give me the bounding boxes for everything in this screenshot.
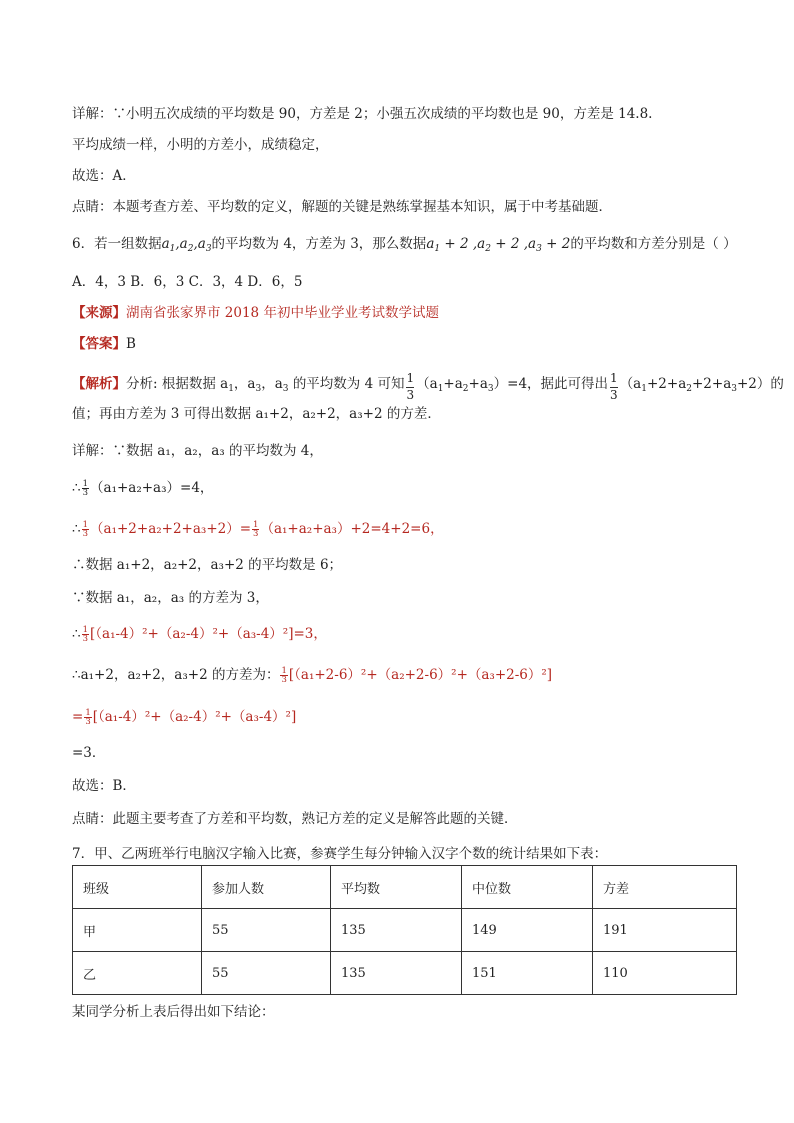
q5-detail: 详解：∵小明五次成绩的平均数是 90，方差是 2；小强五次成绩的平均数也是 90，方差是 14.8. [72, 106, 653, 122]
table-header-cell: 方差 [593, 866, 737, 909]
table-cell: 55 [202, 909, 331, 952]
table-cell: 55 [202, 952, 331, 995]
fraction-one-third: $\frac{1}{3}$ [406, 371, 415, 402]
q5-line2: 平均成绩一样，小明的方差小，成绩稳定， [72, 137, 329, 153]
fraction-one-third: $\frac{1}{3}$ [82, 520, 89, 539]
table-header-cell: 中位数 [462, 866, 593, 909]
table-cell: 151 [462, 952, 593, 995]
table-cell: 191 [593, 909, 737, 952]
q6-choose: 故选：B． [72, 778, 136, 794]
table-cell: 甲 [73, 909, 202, 952]
q6-stem-c: 的平均数和方差分别是（ ） [570, 236, 737, 252]
q6-source [72, 301, 439, 321]
q6-data-plus2: $a_1 + 2$ $,a_2 + 2$ $,a_3 + 2$ [426, 236, 571, 254]
step5-text: [（a₁-4）²+（a₂-4）²+（a₃-4）²]=3， [90, 626, 327, 642]
q7-stem: 7．甲、乙两班举行电脑汉字输入比赛，参赛学生每分钟输入汉字个数的统计结果如下表： [72, 846, 608, 862]
analysis-tag: 【解析】 [72, 376, 126, 392]
analysis-d: 的 [770, 376, 784, 392]
source-tag: 【来源】 [72, 305, 126, 321]
answer-text: B [126, 336, 136, 352]
analysis-c: =4，据此可得出 [507, 376, 609, 392]
table-header-cell: 参加人数 [202, 866, 331, 909]
table-row [73, 952, 737, 995]
fraction-one-third: $\frac{1}{3}$ [610, 371, 618, 402]
q7-after: 某同学分析上表后得出如下结论： [72, 1004, 275, 1020]
table-header-row [73, 866, 737, 909]
score-table [72, 865, 737, 995]
fraction-one-third: $\frac{1}{3}$ [253, 520, 259, 539]
table-row [73, 909, 737, 952]
table-cell: 135 [331, 952, 462, 995]
q6-step5: ∴ $\frac{1}{3}$ [（a₁-4）²+（a₂-4）²+（a₃-4）²]=3， [72, 625, 327, 644]
q6-stem-b: 的平均数为 4，方差为 3，那么数据 [211, 236, 427, 252]
q6-step7: = $\frac{1}{3}$ [（a₁-4）²+（a₂-4）²+（a₃-4）²] [72, 708, 297, 727]
step6a-text: ∴a₁+2，a₂+2，a₃+2 的方差为： [72, 667, 280, 683]
fraction-one-third: $\frac{1}{3}$ [281, 666, 287, 685]
q6-step8: =3． [72, 745, 106, 761]
q6-step3: ∴数据 a₁+2，a₂+2，a₃+2 的平均数是 6； [72, 557, 343, 573]
table-cell: 149 [462, 909, 593, 952]
step2a-text: （a₁+2+a₂+2+a₃+2）= [90, 521, 252, 537]
table-header-cell: 班级 [73, 866, 202, 909]
analysis-a: 分析: 根据数据 a [126, 376, 229, 392]
q6-step2: ∴ $\frac{1}{3}$ （a₁+2+a₂+2+a₃+2）= $\frac{1}{3}$ （a₁+a₂+a₃）+2=4+2=6， [72, 520, 444, 539]
table-cell: 135 [331, 909, 462, 952]
q6-analysis-line2: 值；再由方差为 3 可得出数据 a₁+2，a₂+2，a₃+2 的方差． [72, 406, 441, 422]
q5-comment: 点睛：本题考查方差、平均数的定义，解题的关键是熟练掌握基本知识，属于中考基础题． [72, 199, 612, 215]
step7-text: [（a₁-4）²+（a₂-4）²+（a₃-4）²] [92, 709, 297, 725]
table-cell: 110 [593, 952, 737, 995]
q6-comment: 点睛：此题主要考查了方差和平均数，熟记方差的定义是解答此题的关键． [72, 811, 518, 827]
q6-stem-a: 6．若一组数据 [72, 236, 162, 252]
fraction-one-third: $\frac{1}{3}$ [85, 708, 91, 727]
q6-analysis: 【解析】分析: 根据数据 $a_1$，$a_3$，$a_3$ 的平均数为 4 可知 $\frac{1}{3}$ $(a_1+a_2+a_3)=4$，据此可得出 $\frac{1}{3}$ $(a_1+2+a_2+2+a_3+2)$的 [72, 371, 784, 402]
answer-tag: 【答案】 [72, 336, 126, 352]
fraction-one-third: $\frac{1}{3}$ [82, 479, 89, 498]
fraction-one-third: $\frac{1}{3}$ [82, 625, 89, 644]
q6-detail1: 详解：∵数据 a₁，a₂，a₃ 的平均数为 4， [72, 443, 323, 459]
q6-step6 [72, 663, 552, 684]
source-text: 湖南省张家界市 2018 年初中毕业学业考试数学试题 [126, 305, 439, 321]
step1-text: （a₁+a₂+a₃）=4， [90, 480, 214, 496]
table-header-cell: 平均数 [331, 866, 462, 909]
table-cell: 乙 [73, 952, 202, 995]
q6-step1: ∴ $\frac{1}{3}$ （a₁+a₂+a₃）=4， [72, 479, 214, 498]
q5-choose: 故选：A． [72, 168, 136, 184]
q6-step4: ∵数据 a₁，a₂，a₃ 的方差为 3， [72, 590, 269, 606]
q6-stem [72, 232, 737, 254]
q6-options: A．4，3 B．6，3 C．3，4 D．6，5 [72, 274, 303, 290]
step2b-text: （a₁+a₂+a₃）+2=4+2=6， [260, 521, 444, 537]
q6-data-a123: $a_1,a_2,a_3$ [161, 236, 212, 254]
step6b-text: [（a₁+2-6）²+（a₂+2-6）²+（a₃+2-6）²] [288, 667, 553, 683]
q6-answer [72, 332, 136, 352]
analysis-b: 的平均数为 4 可知 [292, 376, 405, 392]
